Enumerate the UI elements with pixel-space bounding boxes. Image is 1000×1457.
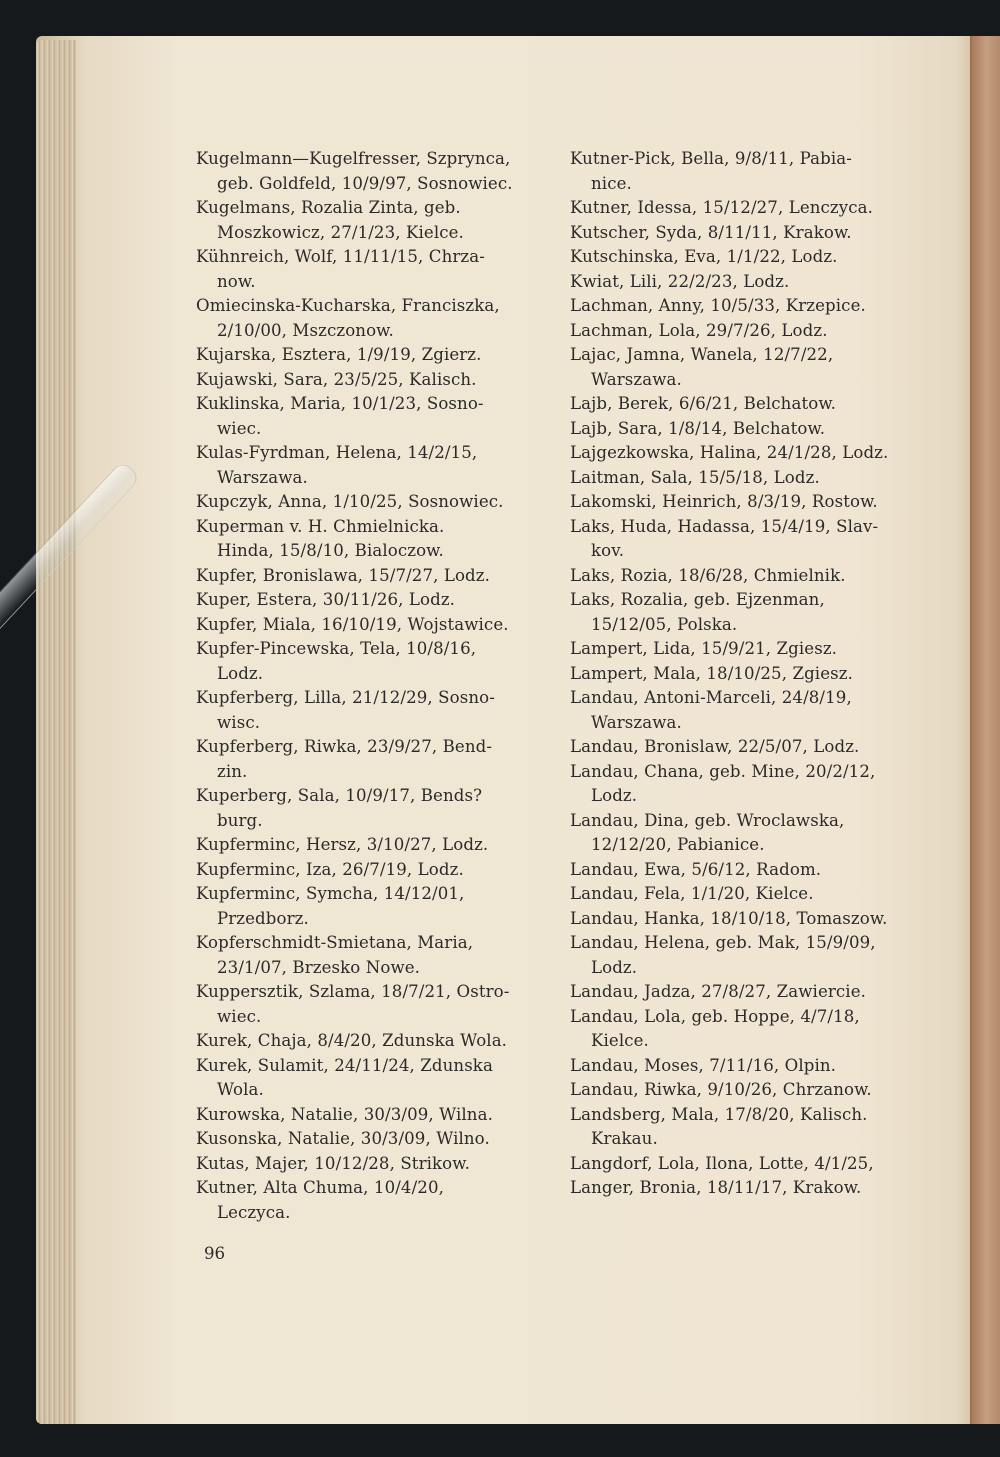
entry-line: Kuper, Estera, 30/11/26, Lodz. bbox=[196, 590, 456, 609]
entry-continuation: Hinda, 15/8/10, Bialoczow. bbox=[217, 541, 444, 560]
entry-line: Kutas, Majer, 10/12/28, Strikow. bbox=[196, 1153, 470, 1173]
list-item bbox=[570, 343, 940, 392]
list-item bbox=[196, 833, 556, 858]
entry-line: Landau, Hanka, 18/10/18, Tomaszow. bbox=[570, 908, 888, 928]
list-item bbox=[196, 784, 556, 833]
entry-continuation: Kielce. bbox=[591, 1031, 649, 1050]
list-item bbox=[570, 270, 940, 295]
entry-line: Landau, Antoni-Marceli, 24/8/19, bbox=[570, 688, 852, 707]
entry-line: Kuperberg, Sala, 10/9/17, Bends? bbox=[196, 786, 483, 805]
entry-continuation: geb. Goldfeld, 10/9/97, Sosnowiec. bbox=[217, 173, 513, 193]
entry-line: Langer, Bronia, 18/11/17, Krakow. bbox=[570, 1178, 862, 1197]
entry-continuation: Moszkowicz, 27/1/23, Kielce. bbox=[217, 222, 464, 242]
entry-continuation: Leczyca. bbox=[217, 1202, 291, 1222]
entry-continuation: Warszawa. bbox=[591, 712, 682, 732]
entry-continuation: burg. bbox=[217, 810, 263, 830]
list-item bbox=[196, 613, 556, 638]
list-item bbox=[570, 907, 940, 932]
entry-continuation: 2/10/00, Mszczonow. bbox=[217, 320, 394, 340]
list-item bbox=[196, 686, 556, 735]
list-item bbox=[196, 147, 556, 196]
entry-continuation: wisc. bbox=[217, 712, 261, 732]
entry-continuation: kov. bbox=[591, 541, 625, 560]
entry-line: Kutner, Idessa, 15/12/27, Lenczyca. bbox=[570, 198, 873, 217]
list-item bbox=[570, 637, 940, 662]
entry-line: Lajb, Berek, 6/6/21, Belchatow. bbox=[570, 394, 837, 413]
entry-line: Kupfer, Miala, 16/10/19, Wojstawice. bbox=[196, 614, 509, 634]
entry-line: Kulas-Fyrdman, Helena, 14/2/15, bbox=[196, 443, 478, 462]
list-item bbox=[196, 196, 556, 245]
entry-line: Kurowska, Natalie, 30/3/09, Wilna. bbox=[196, 1104, 493, 1124]
list-item bbox=[196, 882, 556, 931]
entry-line: Kupferminc, Iza, 26/7/19, Lodz. bbox=[196, 859, 464, 879]
list-item bbox=[570, 809, 940, 858]
list-item bbox=[570, 1078, 940, 1103]
entry-line: Kuppersztik, Szlama, 18/7/21, Ostro- bbox=[196, 982, 510, 1001]
list-item bbox=[570, 1152, 940, 1177]
list-item bbox=[570, 564, 940, 589]
entry-line: Lachman, Lola, 29/7/26, Lodz. bbox=[570, 320, 828, 340]
entry-line: Laitman, Sala, 15/5/18, Lodz. bbox=[570, 467, 820, 487]
entry-line: Kurek, Chaja, 8/4/20, Zdunska Wola. bbox=[196, 1031, 508, 1050]
list-item bbox=[196, 1152, 556, 1177]
list-item bbox=[570, 882, 940, 907]
list-item bbox=[196, 515, 556, 564]
list-item bbox=[570, 147, 940, 196]
entry-line: Kupfer, Bronislawa, 15/7/27, Lodz. bbox=[196, 565, 491, 585]
entry-continuation: nice. bbox=[591, 173, 632, 193]
list-item bbox=[196, 1054, 556, 1103]
entry-continuation: 12/12/20, Pabianice. bbox=[591, 835, 765, 854]
entry-line: Kupferminc, Symcha, 14/12/01, bbox=[196, 884, 465, 903]
entry-line: Lampert, Mala, 18/10/25, Zgiesz. bbox=[570, 663, 853, 683]
entry-line: Landau, Ewa, 5/6/12, Radom. bbox=[570, 859, 822, 879]
list-item bbox=[196, 931, 556, 980]
entry-line: Kupferberg, Lilla, 21/12/29, Sosno- bbox=[196, 688, 495, 707]
entry-line: Lampert, Lida, 15/9/21, Zgiesz. bbox=[570, 639, 838, 658]
list-item bbox=[196, 368, 556, 393]
entry-line: Landau, Fela, 1/1/20, Kielce. bbox=[570, 884, 814, 903]
page-number: 96 bbox=[204, 1244, 226, 1263]
list-item bbox=[570, 515, 940, 564]
entry-line: Langdorf, Lola, Ilona, Lotte, 4/1/25, bbox=[570, 1153, 874, 1173]
list-item bbox=[196, 343, 556, 368]
list-item bbox=[570, 1054, 940, 1079]
entry-continuation: 23/1/07, Brzesko Nowe. bbox=[217, 957, 421, 977]
entry-continuation: 15/12/05, Polska. bbox=[591, 614, 738, 634]
page-stack-edges bbox=[36, 40, 76, 1424]
entry-continuation: wiec. bbox=[217, 1006, 262, 1026]
entry-line: Lajac, Jamna, Wanela, 12/7/22, bbox=[570, 345, 834, 364]
entry-line: Landau, Dina, geb. Wroclawska, bbox=[570, 810, 845, 830]
list-item bbox=[570, 417, 940, 442]
list-item bbox=[196, 588, 556, 613]
entry-line: Kupferberg, Riwka, 23/9/27, Bend- bbox=[196, 737, 493, 756]
entry-line: Kuklinska, Maria, 10/1/23, Sosno- bbox=[196, 394, 484, 413]
entry-line: Landau, Jadza, 27/8/27, Zawiercie. bbox=[570, 982, 867, 1001]
entry-line: Omiecinska-Kucharska, Franciszka, bbox=[196, 296, 500, 315]
right-column bbox=[570, 147, 940, 1201]
entry-line: Kurek, Sulamit, 24/11/24, Zdunska bbox=[196, 1055, 493, 1075]
list-item bbox=[570, 490, 940, 515]
entry-line: Landau, Lola, geb. Hoppe, 4/7/18, bbox=[570, 1006, 860, 1026]
list-item bbox=[570, 221, 940, 246]
list-item bbox=[196, 245, 556, 294]
entry-continuation: wiec. bbox=[217, 418, 262, 438]
list-item bbox=[196, 858, 556, 883]
entry-line: Kupfer-Pincewska, Tela, 10/8/16, bbox=[196, 639, 477, 658]
entry-line: Landau, Bronislaw, 22/5/07, Lodz. bbox=[570, 737, 860, 756]
entry-line: Kupferminc, Hersz, 3/10/27, Lodz. bbox=[196, 835, 489, 854]
entry-line: Kujawski, Sara, 23/5/25, Kalisch. bbox=[196, 369, 477, 389]
list-item bbox=[570, 1103, 940, 1152]
entry-line: Lajgezkowska, Halina, 24/1/28, Lodz. bbox=[570, 443, 889, 462]
entry-line: Landsberg, Mala, 17/8/20, Kalisch. bbox=[570, 1104, 868, 1124]
entry-continuation: Wola. bbox=[217, 1080, 264, 1099]
adjacent-page-edge bbox=[966, 36, 1000, 1424]
entry-line: Kopferschmidt-Smietana, Maria, bbox=[196, 933, 474, 952]
entry-line: Kusonska, Natalie, 30/3/09, Wilno. bbox=[196, 1129, 490, 1148]
list-item bbox=[570, 441, 940, 466]
entry-continuation: Lodz. bbox=[591, 786, 638, 805]
entry-line: Kutscher, Syda, 8/11/11, Krakow. bbox=[570, 222, 852, 242]
list-item bbox=[570, 466, 940, 491]
entry-continuation: zin. bbox=[217, 761, 248, 781]
entry-continuation: Lodz. bbox=[217, 663, 264, 683]
entry-line: Laks, Rozia, 18/6/28, Chmielnik. bbox=[570, 565, 846, 585]
list-item bbox=[196, 1029, 556, 1054]
list-item bbox=[570, 392, 940, 417]
list-item bbox=[570, 931, 940, 980]
list-item bbox=[570, 980, 940, 1005]
list-item bbox=[196, 1103, 556, 1128]
entry-line: Kutschinska, Eva, 1/1/22, Lodz. bbox=[570, 247, 838, 266]
list-item bbox=[570, 294, 940, 319]
entry-line: Kwiat, Lili, 22/2/23, Lodz. bbox=[570, 271, 790, 291]
entry-line: Lachman, Anny, 10/5/33, Krzepice. bbox=[570, 296, 866, 315]
entry-continuation: Przedborz. bbox=[217, 908, 309, 928]
list-item bbox=[196, 1127, 556, 1152]
entry-continuation: Warszawa. bbox=[591, 369, 682, 389]
list-item bbox=[570, 1005, 940, 1054]
list-item bbox=[196, 392, 556, 441]
list-item bbox=[196, 564, 556, 589]
list-item bbox=[196, 294, 556, 343]
entry-line: Kühnreich, Wolf, 11/11/15, Chrza- bbox=[196, 247, 485, 266]
entry-line: Laks, Rozalia, geb. Ejzenman, bbox=[570, 590, 825, 609]
left-column bbox=[196, 147, 556, 1225]
list-item bbox=[570, 858, 940, 883]
list-item bbox=[570, 760, 940, 809]
entry-line: Lakomski, Heinrich, 8/3/19, Rostow. bbox=[570, 492, 878, 511]
entry-line: Landau, Helena, geb. Mak, 15/9/09, bbox=[570, 933, 876, 952]
list-item bbox=[196, 980, 556, 1029]
entry-continuation: now. bbox=[217, 271, 256, 291]
entry-line: Kutner-Pick, Bella, 9/8/11, Pabia- bbox=[570, 149, 852, 168]
list-item bbox=[570, 686, 940, 735]
entry-line: Lajb, Sara, 1/8/14, Belchatow. bbox=[570, 418, 826, 438]
list-item bbox=[570, 735, 940, 760]
list-item bbox=[570, 245, 940, 270]
list-item bbox=[570, 196, 940, 221]
entry-line: Landau, Chana, geb. Mine, 20/2/12, bbox=[570, 761, 876, 781]
list-item bbox=[196, 441, 556, 490]
entry-line: Kuperman v. H. Chmielnicka. bbox=[196, 516, 445, 536]
entry-continuation: Lodz. bbox=[591, 957, 638, 977]
entry-line: Kugelmann—Kugelfresser, Szprynca, bbox=[196, 149, 511, 168]
list-item bbox=[570, 1176, 940, 1201]
list-item bbox=[570, 662, 940, 687]
entry-continuation: Krakau. bbox=[591, 1129, 658, 1148]
entry-line: Kugelmans, Rozalia Zinta, geb. bbox=[196, 198, 461, 217]
list-item bbox=[570, 319, 940, 344]
entry-line: Landau, Riwka, 9/10/26, Chrzanow. bbox=[570, 1080, 872, 1099]
list-item bbox=[196, 637, 556, 686]
entry-line: Kujarska, Esztera, 1/9/19, Zgierz. bbox=[196, 345, 482, 364]
entry-line: Landau, Moses, 7/11/16, Olpin. bbox=[570, 1055, 837, 1075]
entry-line: Kupczyk, Anna, 1/10/25, Sosnowiec. bbox=[196, 492, 504, 511]
entry-line: Laks, Huda, Hadassa, 15/4/19, Slav- bbox=[570, 516, 879, 536]
list-item bbox=[196, 490, 556, 515]
entry-line: Kutner, Alta Chuma, 10/4/20, bbox=[196, 1178, 444, 1197]
list-item bbox=[570, 588, 940, 637]
list-item bbox=[196, 1176, 556, 1225]
list-item bbox=[196, 735, 556, 784]
entry-continuation: Warszawa. bbox=[217, 467, 308, 487]
